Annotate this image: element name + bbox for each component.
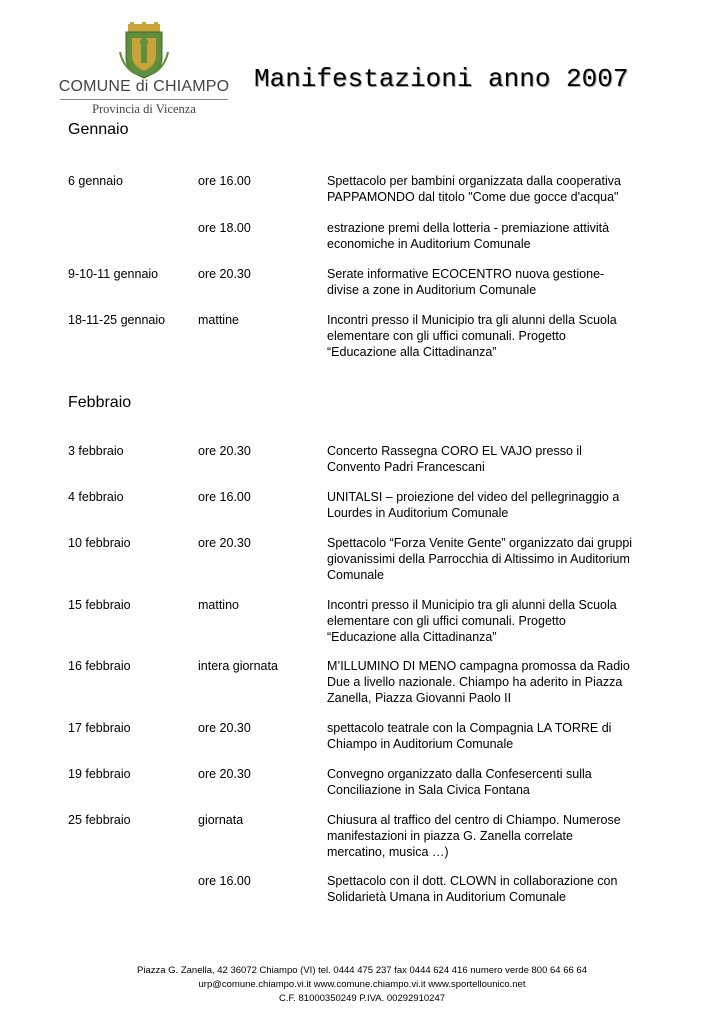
event-description xyxy=(327,489,667,521)
comune-logo xyxy=(54,22,234,117)
event-time: mattine xyxy=(198,313,239,327)
description-line: manifestazioni in piazza G. Zanella correlate xyxy=(327,829,573,843)
event-date: 19 febbraio xyxy=(68,767,131,781)
description-line: Convento Padri Francescani xyxy=(327,460,485,474)
description-line: Comunale xyxy=(327,568,384,582)
description-line: Lourdes in Auditorium Comunale xyxy=(327,506,509,520)
footer-tax-codes: C.F. 81000350249 P.IVA. 00292910247 xyxy=(278,993,446,1004)
event-description xyxy=(327,535,667,583)
event-date: 15 febbraio xyxy=(68,598,131,612)
event-time: ore 16.00 xyxy=(198,874,251,888)
event-time: ore 20.30 xyxy=(198,767,251,781)
event-description xyxy=(327,658,667,706)
footer xyxy=(0,964,724,1006)
description-line: elementare con gli uffici comunali. Progetto xyxy=(327,329,566,343)
page-title: Manifestazioni anno 2007 xyxy=(254,64,629,94)
coat-of-arms-icon xyxy=(118,22,170,80)
description-line: Conciliazione in Sala Civica Fontana xyxy=(327,783,530,797)
event-time: giornata xyxy=(198,813,244,827)
description-line: spettacolo teatrale con la Compagnia LA TORRE di xyxy=(327,721,612,735)
event-description xyxy=(327,266,667,298)
event-time: ore 20.30 xyxy=(198,444,251,458)
description-line: Solidarietà Umana in Auditorium Comunale xyxy=(327,890,567,904)
event-date: 4 febbraio xyxy=(68,490,124,504)
description-line: “Educazione alla Cittadinanza” xyxy=(327,630,497,644)
description-line: economiche in Auditorium Comunale xyxy=(327,237,531,251)
event-description xyxy=(327,443,667,475)
description-line: Due a livello nazionale. Chiampo ha aderito in Piazza xyxy=(327,675,623,689)
event-date: 16 febbraio xyxy=(68,659,131,673)
description-line: PAPPAMONDO dal titolo "Come due gocce d'acqua" xyxy=(327,190,619,204)
event-date: 6 gennaio xyxy=(68,174,123,188)
event-date: 10 febbraio xyxy=(68,536,131,550)
event-description xyxy=(327,766,667,798)
event-date: 18-11-25 gennaio xyxy=(68,313,166,327)
logo-name: COMUNE di CHIAMPO xyxy=(58,78,230,95)
event-time: ore 20.30 xyxy=(198,536,251,550)
description-line: Zanella, Piazza Giovanni Paolo II xyxy=(327,691,512,705)
description-line: Chiusura al traffico del centro di Chiampo. Numerose xyxy=(327,813,621,827)
description-line: Incontri presso il Municipio tra gli alunni della Scuola xyxy=(327,598,617,612)
event-description xyxy=(327,873,667,905)
event-time: ore 20.30 xyxy=(198,721,251,735)
event-description xyxy=(327,597,667,645)
event-description xyxy=(327,312,667,360)
month-heading-gennaio: Gennaio xyxy=(68,121,129,138)
footer-web: urp@comune.chiampo.vi.it www.comune.chiampo.vi.it www.sportellounico.net xyxy=(198,979,526,990)
description-line: estrazione premi della lotteria - premiazione attività xyxy=(327,221,610,235)
event-description xyxy=(327,720,667,752)
logo-province: Provincia di Vicenza xyxy=(92,102,196,116)
description-line: Concerto Rassegna CORO EL VAJO presso il xyxy=(327,444,582,458)
description-line: M’ILLUMINO DI MENO campagna promossa da Radio xyxy=(327,659,630,673)
event-time: intera giornata xyxy=(198,659,278,673)
description-line: Serate informative ECOCENTRO nuova gestione- xyxy=(327,267,605,281)
description-line: “Educazione alla Cittadinanza” xyxy=(327,345,497,359)
event-description xyxy=(327,220,667,252)
event-date: 17 febbraio xyxy=(68,721,131,735)
description-line: elementare con gli uffici comunali. Progetto xyxy=(327,614,566,628)
description-line: Convegno organizzato dalla Confesercenti sulla xyxy=(327,767,592,781)
description-line: giovanissimi della Parrocchia di Altissimo in Auditorium xyxy=(327,552,630,566)
event-time: ore 18.00 xyxy=(198,221,251,235)
description-line: mercatino, musica …) xyxy=(327,845,449,859)
description-line: Spettacolo con il dott. CLOWN in collaborazione con xyxy=(327,874,618,888)
footer-address: Piazza G. Zanella, 42 36072 Chiampo (VI) tel. 0444 475 237 fax 0444 624 416 numero verde 800 64 66 64 xyxy=(137,965,587,976)
event-date: 3 febbraio xyxy=(68,444,124,458)
event-date: 9-10-11 gennaio xyxy=(68,267,159,281)
description-line: divise a zone in Auditorium Comunale xyxy=(327,283,537,297)
description-line: Spettacolo per bambini organizzata dalla cooperativa xyxy=(327,174,621,188)
event-time: ore 16.00 xyxy=(198,490,251,504)
event-description xyxy=(327,812,667,860)
event-time: ore 20.30 xyxy=(198,267,251,281)
month-heading-febbraio: Febbraio xyxy=(68,394,132,411)
event-time: ore 16.00 xyxy=(198,174,251,188)
event-date: 25 febbraio xyxy=(68,813,131,827)
description-line: Incontri presso il Municipio tra gli alunni della Scuola xyxy=(327,313,617,327)
description-line: Spettacolo “Forza Venite Gente” organizzato dai gruppi xyxy=(327,536,633,550)
description-line: UNITALSI – proiezione del video del pellegrinaggio a xyxy=(327,490,620,504)
event-description xyxy=(327,173,667,205)
logo-divider xyxy=(60,99,228,100)
description-line: Chiampo in Auditorium Comunale xyxy=(327,737,514,751)
event-time: mattino xyxy=(198,598,239,612)
